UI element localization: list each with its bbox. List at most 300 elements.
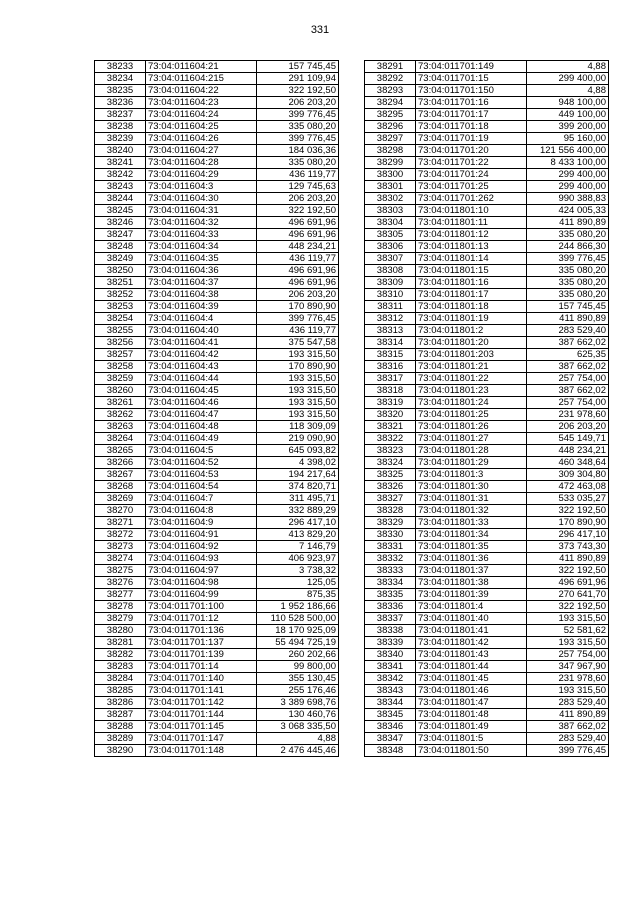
cadastral-number: 73:04:011604:98	[146, 577, 257, 589]
cadastral-number: 73:04:011801:29	[416, 457, 527, 469]
cadastral-value: 448 234,21	[527, 445, 609, 457]
cadastral-value: 496 691,96	[257, 277, 339, 289]
cadastral-value: 99 800,00	[257, 661, 339, 673]
cadastral-number: 73:04:011701:141	[146, 685, 257, 697]
row-number: 38295	[365, 109, 416, 121]
table-row	[95, 565, 339, 577]
row-number: 38330	[365, 529, 416, 541]
cadastral-number: 73:04:011701:150	[416, 85, 527, 97]
cadastral-value: 322 192,50	[527, 601, 609, 613]
cadastral-number: 73:04:011701:139	[146, 649, 257, 661]
row-number: 38287	[95, 709, 146, 721]
table-row	[95, 181, 339, 193]
cadastral-value: 170 890,90	[527, 517, 609, 529]
cadastral-number: 73:04:011801:15	[416, 265, 527, 277]
row-number: 38289	[95, 733, 146, 745]
cadastral-value: 193 315,50	[527, 613, 609, 625]
row-number: 38306	[365, 241, 416, 253]
cadastral-number: 73:04:011701:15	[416, 73, 527, 85]
cadastral-number: 73:04:011604:42	[146, 349, 257, 361]
row-number: 38308	[365, 265, 416, 277]
cadastral-value: 260 202,66	[257, 649, 339, 661]
cadastral-value: 206 203,20	[257, 193, 339, 205]
table-row	[95, 361, 339, 373]
row-number: 38283	[95, 661, 146, 673]
cadastral-value: 406 923,97	[257, 553, 339, 565]
cadastral-number: 73:04:011604:48	[146, 421, 257, 433]
cadastral-value: 3 389 698,76	[257, 697, 339, 709]
table-row	[365, 673, 609, 685]
table-row	[365, 733, 609, 745]
cadastral-number: 73:04:011604:36	[146, 265, 257, 277]
cadastral-value: 448 234,21	[257, 241, 339, 253]
table-row	[95, 421, 339, 433]
cadastral-value: 335 080,20	[257, 157, 339, 169]
row-number: 38298	[365, 145, 416, 157]
row-number: 38292	[365, 73, 416, 85]
cadastral-value: 399 776,45	[257, 133, 339, 145]
table-row	[95, 301, 339, 313]
cadastral-number: 73:04:011801:5	[416, 733, 527, 745]
table-row	[365, 517, 609, 529]
cadastral-value: 990 388,83	[527, 193, 609, 205]
cadastral-value: 411 890,89	[527, 313, 609, 325]
cadastral-number: 73:04:011604:29	[146, 169, 257, 181]
row-number: 38236	[95, 97, 146, 109]
row-number: 38304	[365, 217, 416, 229]
row-number: 38315	[365, 349, 416, 361]
table-row	[365, 541, 609, 553]
table-row	[365, 421, 609, 433]
row-number: 38337	[365, 613, 416, 625]
cadastral-number: 73:04:011604:45	[146, 385, 257, 397]
cadastral-number: 73:04:011604:3	[146, 181, 257, 193]
cadastral-number: 73:04:011801:43	[416, 649, 527, 661]
cadastral-value: 4 398,02	[257, 457, 339, 469]
table-row	[365, 217, 609, 229]
cadastral-value: 387 662,02	[527, 385, 609, 397]
cadastral-number: 73:04:011801:11	[416, 217, 527, 229]
cadastral-number: 73:04:011801:34	[416, 529, 527, 541]
cadastral-value: 3 068 335,50	[257, 721, 339, 733]
cadastral-value: 193 315,50	[257, 385, 339, 397]
cadastral-value: 283 529,40	[527, 697, 609, 709]
table-row	[95, 697, 339, 709]
cadastral-number: 73:04:011604:91	[146, 529, 257, 541]
cadastral-value: 355 130,45	[257, 673, 339, 685]
cadastral-value: 231 978,60	[527, 409, 609, 421]
table-row	[365, 637, 609, 649]
row-number: 38270	[95, 505, 146, 517]
table-row	[365, 457, 609, 469]
cadastral-number: 73:04:011801:40	[416, 613, 527, 625]
table-row	[365, 709, 609, 721]
cadastral-number: 73:04:011604:44	[146, 373, 257, 385]
row-number: 38342	[365, 673, 416, 685]
cadastral-number: 73:04:011801:2	[416, 325, 527, 337]
row-number: 38268	[95, 481, 146, 493]
cadastral-value: 399 776,45	[257, 109, 339, 121]
row-number: 38274	[95, 553, 146, 565]
table-row	[365, 445, 609, 457]
cadastral-number: 73:04:011801:45	[416, 673, 527, 685]
row-number: 38317	[365, 373, 416, 385]
cadastral-number: 73:04:011701:142	[146, 697, 257, 709]
table-row	[365, 481, 609, 493]
cadastral-value: 4,88	[527, 61, 609, 73]
cadastral-number: 73:04:011801:46	[416, 685, 527, 697]
row-number: 38305	[365, 229, 416, 241]
cadastral-number: 73:04:011701:145	[146, 721, 257, 733]
cadastral-number: 73:04:011604:23	[146, 97, 257, 109]
cadastral-number: 73:04:011801:48	[416, 709, 527, 721]
table-row	[365, 301, 609, 313]
cadastral-value: 244 866,30	[527, 241, 609, 253]
cadastral-value: 332 889,29	[257, 505, 339, 517]
row-number: 38278	[95, 601, 146, 613]
cadastral-number: 73:04:011604:40	[146, 325, 257, 337]
cadastral-number: 73:04:011801:32	[416, 505, 527, 517]
cadastral-number: 73:04:011604:7	[146, 493, 257, 505]
row-number: 38333	[365, 565, 416, 577]
cadastral-number: 73:04:011604:9	[146, 517, 257, 529]
row-number: 38328	[365, 505, 416, 517]
row-number: 38240	[95, 145, 146, 157]
row-number: 38302	[365, 193, 416, 205]
table-row	[365, 469, 609, 481]
cadastral-value: 296 417,10	[527, 529, 609, 541]
row-number: 38243	[95, 181, 146, 193]
cadastral-value: 436 119,77	[257, 325, 339, 337]
row-number: 38303	[365, 205, 416, 217]
row-number: 38279	[95, 613, 146, 625]
cadastral-number: 73:04:011604:43	[146, 361, 257, 373]
table-row	[95, 457, 339, 469]
table-row	[95, 613, 339, 625]
cadastral-number: 73:04:011801:10	[416, 205, 527, 217]
table-row	[365, 373, 609, 385]
table-row	[95, 157, 339, 169]
table-row	[95, 73, 339, 85]
table-row	[95, 661, 339, 673]
row-number: 38266	[95, 457, 146, 469]
cadastral-value: 460 348,64	[527, 457, 609, 469]
cadastral-number: 73:04:011701:144	[146, 709, 257, 721]
table-row	[95, 385, 339, 397]
table-row	[365, 553, 609, 565]
cadastral-value: 4,88	[257, 733, 339, 745]
row-number: 38336	[365, 601, 416, 613]
cadastral-value: 533 035,27	[527, 493, 609, 505]
row-number: 38318	[365, 385, 416, 397]
cadastral-value: 157 745,45	[527, 301, 609, 313]
cadastral-value: 449 100,00	[527, 109, 609, 121]
cadastral-value: 399 200,00	[527, 121, 609, 133]
cadastral-value: 436 119,77	[257, 169, 339, 181]
cadastral-number: 73:04:011801:50	[416, 745, 527, 757]
row-number: 38335	[365, 589, 416, 601]
cadastral-number: 73:04:011604:38	[146, 289, 257, 301]
row-number: 38261	[95, 397, 146, 409]
table-row	[95, 97, 339, 109]
cadastral-value: 1 952 186,66	[257, 601, 339, 613]
cadastral-number: 73:04:011604:54	[146, 481, 257, 493]
cadastral-value: 335 080,20	[527, 265, 609, 277]
table-row	[95, 409, 339, 421]
row-number: 38273	[95, 541, 146, 553]
row-number: 38314	[365, 337, 416, 349]
row-number: 38296	[365, 121, 416, 133]
row-number: 38286	[95, 697, 146, 709]
table-row	[365, 61, 609, 73]
row-number: 38267	[95, 469, 146, 481]
table-row	[95, 517, 339, 529]
cadastral-value: 335 080,20	[257, 121, 339, 133]
cadastral-value: 193 315,50	[527, 637, 609, 649]
table-row	[365, 649, 609, 661]
cadastral-value: 129 745,63	[257, 181, 339, 193]
row-number: 38281	[95, 637, 146, 649]
cadastral-number: 73:04:011801:21	[416, 361, 527, 373]
cadastral-value: 193 315,50	[527, 685, 609, 697]
row-number: 38254	[95, 313, 146, 325]
cadastral-number: 73:04:011801:12	[416, 229, 527, 241]
cadastral-value: 436 119,77	[257, 253, 339, 265]
cadastral-value: 948 100,00	[527, 97, 609, 109]
cadastral-number: 73:04:011801:44	[416, 661, 527, 673]
table-row	[365, 205, 609, 217]
cadastral-value: 413 829,20	[257, 529, 339, 541]
cadastral-value: 472 463,08	[527, 481, 609, 493]
table-row	[365, 625, 609, 637]
table-row	[95, 577, 339, 589]
row-number: 38339	[365, 637, 416, 649]
cadastral-value: 2 476 445,46	[257, 745, 339, 757]
table-row	[95, 193, 339, 205]
table-row	[365, 721, 609, 733]
row-number: 38312	[365, 313, 416, 325]
table-row	[95, 733, 339, 745]
table-row	[365, 697, 609, 709]
cadastral-number: 73:04:011801:19	[416, 313, 527, 325]
row-number: 38345	[365, 709, 416, 721]
cadastral-number: 73:04:011604:28	[146, 157, 257, 169]
table-row	[365, 133, 609, 145]
row-number: 38269	[95, 493, 146, 505]
row-number: 38332	[365, 553, 416, 565]
row-number: 38346	[365, 721, 416, 733]
cadastral-value: 299 400,00	[527, 181, 609, 193]
row-number: 38320	[365, 409, 416, 421]
table-row	[365, 253, 609, 265]
cadastral-number: 73:04:011801:47	[416, 697, 527, 709]
table-row	[95, 469, 339, 481]
cadastral-number: 73:04:011604:26	[146, 133, 257, 145]
cadastral-number: 73:04:011801:13	[416, 241, 527, 253]
cadastral-number: 73:04:011701:16	[416, 97, 527, 109]
cadastral-number: 73:04:011701:19	[416, 133, 527, 145]
row-number: 38233	[95, 61, 146, 73]
row-number: 38344	[365, 697, 416, 709]
table-row	[365, 601, 609, 613]
cadastral-value: 283 529,40	[527, 325, 609, 337]
row-number: 38277	[95, 589, 146, 601]
row-number: 38322	[365, 433, 416, 445]
cadastral-value: 194 217,64	[257, 469, 339, 481]
cadastral-value: 257 754,00	[527, 373, 609, 385]
table-row	[95, 601, 339, 613]
cadastral-number: 73:04:011604:33	[146, 229, 257, 241]
row-number: 38258	[95, 361, 146, 373]
row-number: 38329	[365, 517, 416, 529]
cadastral-value: 347 967,90	[527, 661, 609, 673]
table-row	[95, 589, 339, 601]
table-row	[95, 217, 339, 229]
row-number: 38234	[95, 73, 146, 85]
cadastral-value: 255 176,46	[257, 685, 339, 697]
cadastral-value: 55 494 725,19	[257, 637, 339, 649]
cadastral-number: 73:04:011604:52	[146, 457, 257, 469]
table-row	[95, 505, 339, 517]
table-row	[365, 145, 609, 157]
cadastral-value: 4,88	[527, 85, 609, 97]
cadastral-number: 73:04:011801:24	[416, 397, 527, 409]
table-row	[365, 169, 609, 181]
table-row	[95, 685, 339, 697]
cadastral-number: 73:04:011801:37	[416, 565, 527, 577]
table-row	[365, 277, 609, 289]
row-number: 38244	[95, 193, 146, 205]
table-row	[365, 289, 609, 301]
row-number: 38301	[365, 181, 416, 193]
cadastral-value: 110 528 500,00	[257, 613, 339, 625]
cadastral-number: 73:04:011801:16	[416, 277, 527, 289]
row-number: 38237	[95, 109, 146, 121]
cadastral-number: 73:04:011801:14	[416, 253, 527, 265]
table-row	[95, 169, 339, 181]
row-number: 38340	[365, 649, 416, 661]
cadastral-value: 193 315,50	[257, 373, 339, 385]
table-row	[95, 241, 339, 253]
cadastral-number: 73:04:011604:41	[146, 337, 257, 349]
cadastral-number: 73:04:011801:30	[416, 481, 527, 493]
row-number: 38259	[95, 373, 146, 385]
row-number: 38338	[365, 625, 416, 637]
cadastral-number: 73:04:011604:34	[146, 241, 257, 253]
cadastral-value: 335 080,20	[527, 289, 609, 301]
cadastral-number: 73:04:011701:147	[146, 733, 257, 745]
table-row	[365, 589, 609, 601]
table-row	[95, 229, 339, 241]
cadastral-number: 73:04:011701:140	[146, 673, 257, 685]
cadastral-number: 73:04:011604:46	[146, 397, 257, 409]
table-row	[95, 145, 339, 157]
cadastral-number: 73:04:011604:4	[146, 313, 257, 325]
cadastral-value: 206 203,20	[257, 97, 339, 109]
table-row	[95, 637, 339, 649]
cadastral-value: 375 547,58	[257, 337, 339, 349]
cadastral-number: 73:04:011701:100	[146, 601, 257, 613]
table-row	[365, 181, 609, 193]
cadastral-number: 73:04:011801:22	[416, 373, 527, 385]
cadastral-number: 73:04:011604:37	[146, 277, 257, 289]
row-number: 38321	[365, 421, 416, 433]
row-number: 38282	[95, 649, 146, 661]
row-number: 38291	[365, 61, 416, 73]
cadastral-number: 73:04:011604:22	[146, 85, 257, 97]
cadastral-value: 170 890,90	[257, 301, 339, 313]
row-number: 38245	[95, 205, 146, 217]
cadastral-number: 73:04:011604:97	[146, 565, 257, 577]
cadastral-number: 73:04:011801:26	[416, 421, 527, 433]
cadastral-value: 496 691,96	[257, 229, 339, 241]
table-row	[95, 349, 339, 361]
table-row	[365, 385, 609, 397]
cadastral-number: 73:04:011801:38	[416, 577, 527, 589]
row-number: 38348	[365, 745, 416, 757]
cadastral-value: 95 160,00	[527, 133, 609, 145]
table-row	[365, 229, 609, 241]
row-number: 38247	[95, 229, 146, 241]
cadastral-number: 73:04:011701:25	[416, 181, 527, 193]
cadastral-number: 73:04:011604:215	[146, 73, 257, 85]
cadastral-value: 411 890,89	[527, 217, 609, 229]
table-row	[365, 745, 609, 757]
table-row	[95, 433, 339, 445]
cadastral-number: 73:04:011801:35	[416, 541, 527, 553]
cadastral-value: 193 315,50	[257, 349, 339, 361]
cadastral-value: 18 170 925,09	[257, 625, 339, 637]
cadastral-number: 73:04:011701:22	[416, 157, 527, 169]
table-row	[95, 121, 339, 133]
cadastral-value: 193 315,50	[257, 397, 339, 409]
row-number: 38290	[95, 745, 146, 757]
table-row	[365, 337, 609, 349]
cadastral-value: 496 691,96	[527, 577, 609, 589]
row-number: 38271	[95, 517, 146, 529]
cadastral-number: 73:04:011701:262	[416, 193, 527, 205]
cadastral-value: 322 192,50	[257, 205, 339, 217]
table-row	[365, 157, 609, 169]
cadastral-table-right	[364, 60, 609, 757]
cadastral-number: 73:04:011801:27	[416, 433, 527, 445]
cadastral-value: 257 754,00	[527, 397, 609, 409]
cadastral-value: 121 556 400,00	[527, 145, 609, 157]
cadastral-number: 73:04:011604:49	[146, 433, 257, 445]
cadastral-value: 291 109,94	[257, 73, 339, 85]
cadastral-number: 73:04:011801:18	[416, 301, 527, 313]
row-number: 38256	[95, 337, 146, 349]
cadastral-number: 73:04:011604:92	[146, 541, 257, 553]
table-row	[95, 673, 339, 685]
row-number: 38325	[365, 469, 416, 481]
row-number: 38238	[95, 121, 146, 133]
row-number: 38334	[365, 577, 416, 589]
row-number: 38309	[365, 277, 416, 289]
cadastral-number: 73:04:011801:41	[416, 625, 527, 637]
cadastral-value: 373 743,30	[527, 541, 609, 553]
cadastral-number: 73:04:011801:31	[416, 493, 527, 505]
cadastral-value: 193 315,50	[257, 409, 339, 421]
table-row	[365, 85, 609, 97]
table-row	[95, 397, 339, 409]
cadastral-value: 322 192,50	[527, 505, 609, 517]
cadastral-value: 257 754,00	[527, 649, 609, 661]
cadastral-value: 52 581,62	[527, 625, 609, 637]
table-row	[95, 85, 339, 97]
table-row	[95, 109, 339, 121]
cadastral-number: 73:04:011604:27	[146, 145, 257, 157]
